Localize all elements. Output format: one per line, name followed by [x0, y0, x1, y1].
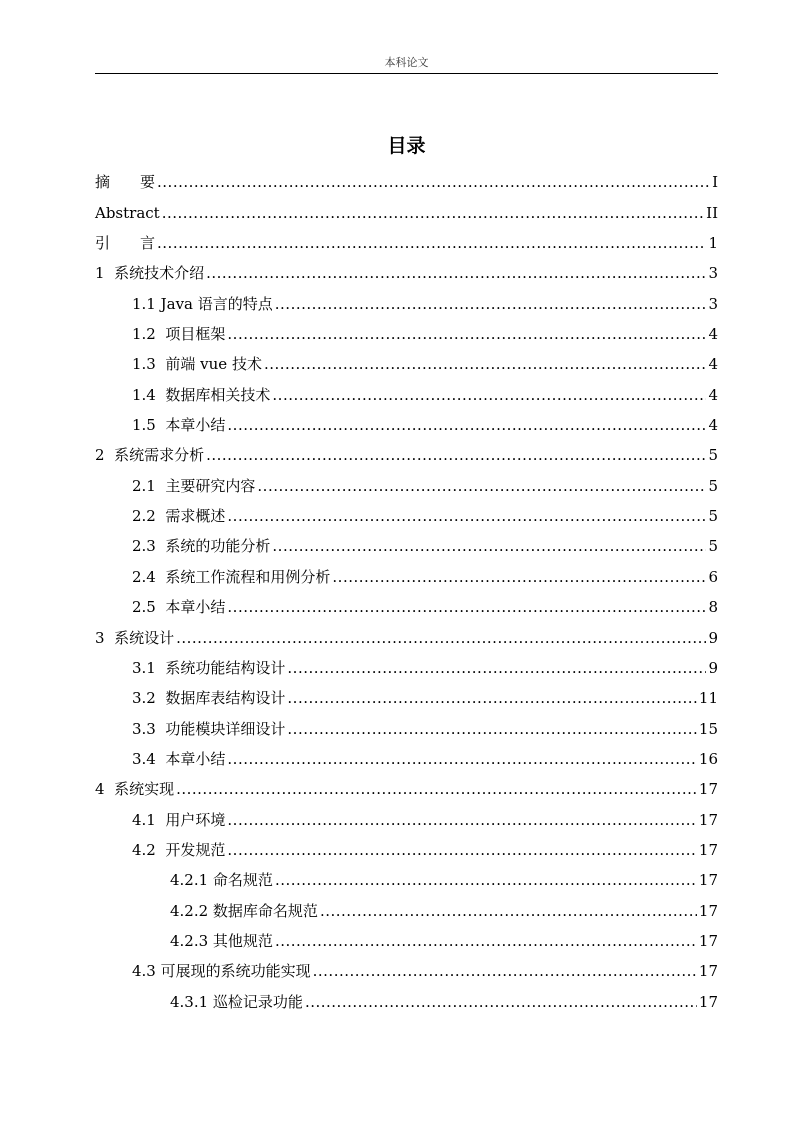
toc-entry-label: 1 系统技术介绍	[95, 264, 205, 283]
toc-dot-leader	[287, 688, 697, 708]
toc-dot-leader	[227, 810, 697, 830]
toc-entry-page: 9	[708, 658, 718, 677]
toc-entry-page: 16	[698, 749, 718, 768]
toc-entry-label: 1.5 本章小结	[132, 416, 226, 435]
toc-entry-label: 2.4 系统工作流程和用例分析	[132, 567, 331, 586]
header-rule	[95, 73, 718, 74]
toc-entry-page: 4	[708, 385, 718, 404]
toc-entry-page: 17	[698, 962, 718, 981]
toc-entry-page: 17	[698, 901, 718, 920]
toc-entry-label: 2.5 本章小结	[132, 598, 226, 617]
toc-entry[interactable]	[0, 622, 793, 652]
toc-dot-leader	[157, 233, 706, 253]
toc-dot-leader	[275, 294, 707, 314]
toc-dot-leader	[227, 749, 697, 769]
toc-entry-label: 4.2.1 命名规范	[170, 871, 273, 890]
toc-dot-leader	[206, 263, 706, 283]
toc-dot-leader	[275, 870, 697, 890]
toc-entry-page: 3	[708, 294, 718, 313]
toc-entry-label: 4 系统实现	[95, 780, 175, 799]
toc-entry[interactable]	[0, 713, 793, 743]
toc-entry-page: 6	[708, 567, 718, 586]
toc-entry[interactable]	[0, 167, 793, 197]
toc-dot-leader	[320, 901, 697, 921]
toc-entry-label: 1.1 Java 语言的特点	[132, 294, 273, 313]
toc-entry-label: 2.3 系统的功能分析	[132, 537, 271, 556]
toc-entry-label: 4.3 可展现的系统功能实现	[132, 962, 311, 981]
toc-entry[interactable]	[0, 865, 793, 895]
toc-entry-page: 17	[698, 871, 718, 890]
toc-dot-leader	[227, 597, 706, 617]
toc-entry-page: 3	[708, 264, 718, 283]
toc-entry-label: 3.2 数据库表结构设计	[132, 689, 286, 708]
toc-entry-label: 2.1 主要研究内容	[132, 476, 256, 495]
toc-entry-label: 4.1 用户环境	[132, 810, 226, 829]
toc-entry-label: 3.1 系统功能结构设计	[132, 658, 286, 677]
toc-entry-page: I	[712, 173, 718, 192]
toc-dot-leader	[176, 779, 697, 799]
toc-dot-leader	[287, 719, 697, 739]
toc-entry[interactable]	[0, 561, 793, 591]
toc-entry[interactable]	[0, 986, 793, 1016]
toc-entry-page: 5	[708, 446, 718, 465]
toc-entry-label: 2 系统需求分析	[95, 446, 205, 465]
toc-entry[interactable]	[0, 379, 793, 409]
toc-entry-page: II	[706, 203, 718, 222]
toc-dot-leader	[264, 354, 707, 374]
toc-entry-label: 3 系统设计	[95, 628, 175, 647]
toc-entry[interactable]	[0, 531, 793, 561]
toc-dot-leader	[227, 506, 706, 526]
toc-dot-leader	[275, 931, 697, 951]
toc-entry[interactable]	[0, 744, 793, 774]
toc-entry[interactable]	[0, 774, 793, 804]
toc-entry[interactable]	[0, 653, 793, 683]
toc-entry-page: 5	[708, 537, 718, 556]
toc-entry-label: 引 言	[95, 234, 156, 253]
toc-dot-leader	[332, 567, 706, 587]
toc-entry[interactable]	[0, 288, 793, 318]
toc-entry-label: Abstract	[95, 203, 160, 222]
toc-entry-page: 15	[698, 719, 718, 738]
toc-entry-page: 4	[708, 325, 718, 344]
toc-entry-label: 4.2.2 数据库命名规范	[170, 901, 318, 920]
toc-entry[interactable]	[0, 228, 793, 258]
toc-entry[interactable]	[0, 895, 793, 925]
toc-entry-label: 4.2.3 其他规范	[170, 931, 273, 950]
toc-entry[interactable]	[0, 926, 793, 956]
toc-entry[interactable]	[0, 683, 793, 713]
toc-entry-page: 11	[698, 689, 718, 708]
toc-dot-leader	[305, 992, 697, 1012]
toc-entry[interactable]	[0, 956, 793, 986]
toc-entry-page: 17	[698, 840, 718, 859]
toc-entry-label: 3.3 功能模块详细设计	[132, 719, 286, 738]
toc-entry-page: 17	[698, 810, 718, 829]
toc-entry-label: 4.3.1 巡检记录功能	[170, 992, 303, 1011]
toc-entry[interactable]	[0, 197, 793, 227]
toc-entry-page: 8	[708, 598, 718, 617]
toc-dot-leader	[313, 961, 697, 981]
toc-dot-leader	[162, 203, 704, 223]
toc-entry-page: 1	[708, 234, 718, 253]
toc-entry-label: 1.2 项目框架	[132, 325, 226, 344]
toc-entry[interactable]	[0, 804, 793, 834]
toc-entry[interactable]	[0, 501, 793, 531]
toc-title: 目录	[387, 135, 426, 157]
toc-entry[interactable]	[0, 349, 793, 379]
toc-dot-leader	[227, 840, 697, 860]
toc-entry-page: 9	[708, 628, 718, 647]
toc-entry-label: 2.2 需求概述	[132, 507, 226, 526]
toc-dot-leader	[272, 536, 706, 556]
running-header: 本科论文	[384, 56, 429, 69]
toc-entry-page: 5	[708, 507, 718, 526]
toc-dot-leader	[157, 172, 710, 192]
toc-entry-page: 17	[698, 992, 718, 1011]
toc-dot-leader	[206, 445, 706, 465]
toc-entry[interactable]	[0, 592, 793, 622]
toc-entry-label: 摘 要	[95, 173, 156, 192]
toc-entry[interactable]	[0, 440, 793, 470]
toc-entry-label: 4.2 开发规范	[132, 840, 226, 859]
toc-entry[interactable]	[0, 258, 793, 288]
toc-dot-leader	[272, 385, 706, 405]
toc-entry-page: 4	[708, 355, 718, 374]
toc-dot-leader	[227, 324, 706, 344]
toc-entry[interactable]	[0, 410, 793, 440]
toc-entry-page: 17	[698, 780, 718, 799]
toc-entry[interactable]	[0, 835, 793, 865]
toc-entry-label: 1.3 前端 vue 技术	[132, 355, 262, 374]
toc-entry[interactable]	[0, 470, 793, 500]
toc-entry[interactable]	[0, 319, 793, 349]
toc-entry-label: 1.4 数据库相关技术	[132, 385, 271, 404]
toc-entry-page: 17	[698, 931, 718, 950]
toc-entry-label: 3.4 本章小结	[132, 749, 226, 768]
toc-dot-leader	[227, 415, 706, 435]
toc-entry-page: 4	[708, 416, 718, 435]
toc-entry-page: 5	[708, 476, 718, 495]
table-of-contents	[0, 167, 793, 1017]
toc-dot-leader	[287, 658, 706, 678]
toc-dot-leader	[257, 476, 706, 496]
toc-dot-leader	[176, 628, 706, 648]
